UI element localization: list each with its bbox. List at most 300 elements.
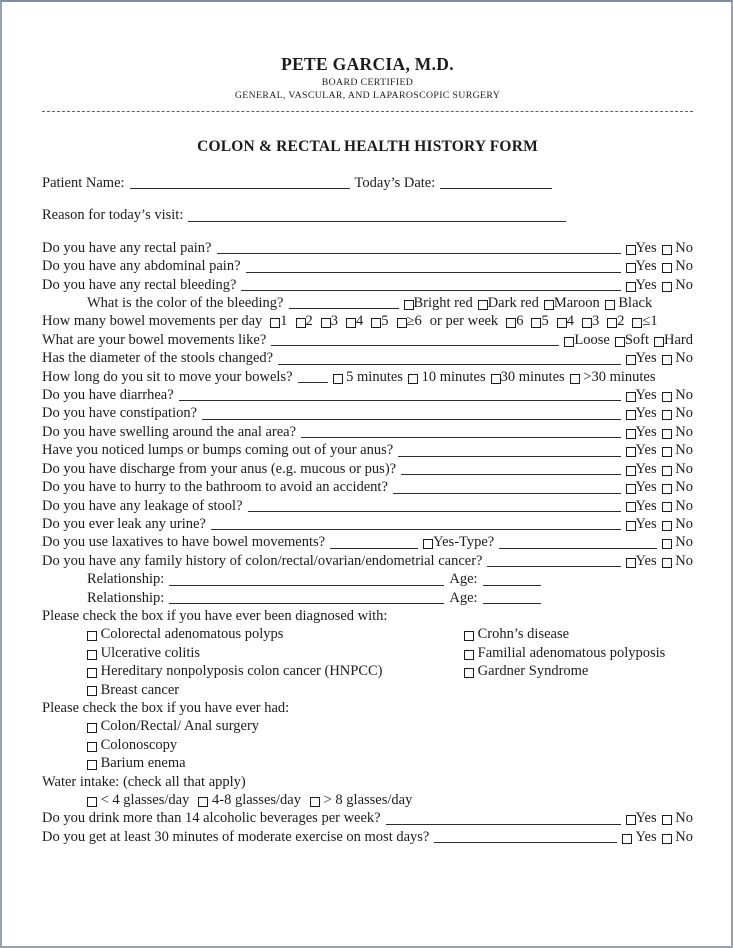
row-laxatives [42, 533, 693, 551]
checkbox-option [464, 644, 665, 662]
blank-write-in-line[interactable] [271, 345, 559, 346]
checkbox-label: No [671, 497, 693, 514]
checkbox-label: Yes [635, 423, 657, 440]
checkbox[interactable] [662, 245, 672, 255]
blank-write-in-line[interactable] [241, 290, 620, 291]
checkbox-option [662, 349, 693, 367]
checkbox-label: 2 [617, 313, 625, 330]
checkbox-label: 10 minutes [417, 368, 486, 385]
checkbox-option [404, 294, 473, 312]
blank-write-in-line[interactable] [130, 188, 350, 189]
checkbox-option [615, 331, 649, 349]
checkbox[interactable] [626, 558, 636, 568]
checkbox-label: 6 [516, 313, 524, 330]
checkbox[interactable] [87, 723, 97, 733]
checkbox-option [87, 791, 189, 809]
checkbox[interactable] [626, 429, 636, 439]
checkbox-option [310, 791, 412, 809]
checkbox[interactable] [654, 337, 664, 347]
checkbox-label: Yes [635, 442, 657, 459]
row-stool-leakage [42, 497, 693, 515]
label: Today’s Date: [354, 175, 436, 191]
label: Do you have discharge from your anus (e.g. mucous or pus)? [42, 460, 397, 477]
checkbox[interactable] [662, 429, 672, 439]
checkbox[interactable] [626, 502, 636, 512]
label: Do you have any family history of colon/rectal/ovarian/endometrial cancer? [42, 552, 483, 569]
checkbox-option [478, 294, 539, 312]
checkbox[interactable] [632, 318, 642, 328]
checkbox[interactable] [615, 337, 625, 347]
row-constipation [42, 404, 693, 422]
checkbox[interactable] [626, 263, 636, 273]
checkbox-label: Colonoscopy [97, 736, 178, 753]
checkbox[interactable] [626, 410, 636, 420]
blank-write-in-line[interactable] [169, 603, 444, 604]
checkbox-label: Barium enema [97, 755, 186, 772]
label: Water intake: (check all that apply) [42, 773, 246, 790]
blank-write-in-line[interactable] [179, 400, 621, 401]
checkbox-option [626, 386, 657, 404]
checkbox-label: Maroon [553, 295, 600, 312]
checkbox-label: No [671, 258, 693, 275]
checkbox-label: 4 [566, 313, 574, 330]
checkbox-label: Yes [635, 515, 657, 532]
label: Relationship: [87, 589, 165, 606]
row-diagnosed-3 [42, 662, 693, 680]
checkbox-label: Hereditary nonpolyposis colon cancer (HNPCC) [97, 663, 383, 680]
checkbox-label: No [671, 534, 693, 551]
checkbox[interactable] [557, 318, 567, 328]
checkbox-option [464, 662, 588, 680]
row-abdominal-pain [42, 257, 693, 275]
row-water-intake-heading [42, 773, 693, 791]
checkbox[interactable] [464, 668, 474, 678]
row-discharge [42, 460, 693, 478]
checkbox-option [626, 497, 657, 515]
checkbox-label: No [671, 479, 693, 496]
label: Have you noticed lumps or bumps coming out of your anus? [42, 442, 394, 459]
blank-write-in-line[interactable] [202, 419, 620, 420]
row-bleeding-color [42, 294, 693, 312]
row-ever-had-heading [42, 699, 693, 717]
checkbox[interactable] [87, 631, 97, 641]
row-diagnosed-2 [42, 644, 693, 662]
checkbox[interactable] [346, 318, 356, 328]
row-rectal-bleeding [42, 276, 693, 294]
checkbox-label: ≤1 [642, 313, 658, 330]
label: Do you drink more than 14 alcoholic beverages per week? [42, 810, 381, 827]
checkbox-label: Yes [635, 460, 657, 477]
blank-write-in-line[interactable] [278, 364, 620, 365]
checkbox-option [544, 294, 600, 312]
checkbox[interactable] [87, 668, 97, 678]
form-rows [42, 174, 693, 846]
label: What is the color of the bleeding? [87, 295, 284, 312]
checkbox-label: Soft [624, 331, 649, 348]
row-hurry-bathroom [42, 478, 693, 496]
checkbox-option [626, 515, 657, 533]
checkbox[interactable] [662, 282, 672, 292]
checkbox-option [662, 828, 693, 846]
label: Do you have any rectal pain? [42, 239, 212, 256]
checkbox-option [662, 386, 693, 404]
checkbox-label: 3 [591, 313, 600, 330]
board-certified-line: BOARD CERTIFIED [321, 77, 414, 88]
row-urine-leak [42, 515, 693, 533]
checkbox-label: 3 [330, 313, 339, 330]
row-lumps-bumps [42, 441, 693, 459]
checkbox[interactable] [333, 374, 343, 384]
checkbox[interactable] [626, 521, 636, 531]
checkbox[interactable] [270, 318, 280, 328]
label: Do you have diarrhea? [42, 387, 174, 404]
row-ever-had-3 [42, 754, 693, 772]
checkbox-label: Ulcerative colitis [97, 644, 201, 661]
row-diarrhea [42, 386, 693, 404]
checkbox-option [397, 312, 422, 330]
label: Do you ever leak any urine? [42, 515, 206, 532]
label: Do you have any rectal bleeding? [42, 276, 237, 293]
checkbox-label: Yes [632, 828, 657, 845]
reason-for-visit-row [42, 206, 693, 224]
checkbox[interactable] [198, 797, 208, 807]
letterhead [42, 54, 693, 101]
checkbox-label: No [671, 387, 693, 404]
row-bowel-movements-count [42, 312, 693, 330]
checkbox-option [626, 441, 657, 459]
checkbox[interactable] [87, 742, 97, 752]
checkbox[interactable] [662, 484, 672, 494]
blank-write-in-line[interactable] [434, 842, 617, 843]
specialty-line: GENERAL, VASCULAR, AND LAPAROSCOPIC SURGERY [234, 90, 501, 101]
checkbox-label: Yes [635, 497, 657, 514]
blank-write-in-line[interactable] [301, 437, 620, 438]
checkbox[interactable] [662, 502, 672, 512]
row-diagnosed-heading [42, 607, 693, 625]
checkbox-label: No [671, 276, 693, 293]
checkbox[interactable] [626, 447, 636, 457]
row-anal-swelling [42, 423, 693, 441]
checkbox-option [607, 312, 624, 330]
blank-write-in-line[interactable] [483, 585, 541, 586]
checkbox-label: No [671, 552, 693, 569]
checkbox[interactable] [296, 318, 306, 328]
checkbox-option [87, 644, 459, 662]
checkbox-option [626, 809, 657, 827]
label: How many bowel movements per day [42, 313, 263, 330]
checkbox-option [491, 368, 565, 386]
blank-write-in-line[interactable] [401, 474, 620, 475]
checkbox-option [662, 239, 693, 257]
checkbox[interactable] [87, 650, 97, 660]
checkbox-option [662, 423, 693, 441]
blank-write-in-line[interactable] [330, 548, 418, 549]
checkbox-option [87, 662, 459, 680]
checkbox[interactable] [622, 834, 632, 844]
checkbox[interactable] [662, 410, 672, 420]
checkbox-label: Yes [635, 258, 657, 275]
checkbox-label: Yes [635, 405, 657, 422]
blank-write-in-line[interactable] [188, 221, 566, 222]
checkbox-option [582, 312, 599, 330]
checkbox[interactable] [605, 300, 615, 310]
blank-write-in-line[interactable] [499, 548, 656, 549]
label: Reason for today’s visit: [42, 207, 184, 224]
label: Do you have to hurry to the bathroom to avoid an accident? [42, 479, 388, 496]
checkbox-label: 5 [541, 313, 549, 330]
checkbox-option [346, 312, 363, 330]
checkbox-label: Yes [635, 350, 657, 367]
label: Do you have swelling around the anal area? [42, 423, 297, 440]
checkbox-option [626, 257, 657, 275]
checkbox-label: Crohn’s disease [474, 626, 570, 643]
checkbox-option [564, 331, 609, 349]
form-title: COLON & RECTAL HEALTH HISTORY FORM [197, 138, 538, 155]
checkbox-option [464, 625, 569, 643]
checkbox-label: Yes-Type? [433, 534, 495, 551]
blank-write-in-line[interactable] [169, 585, 444, 586]
checkbox-option [662, 809, 693, 827]
checkbox-option [531, 312, 548, 330]
checkbox[interactable] [662, 263, 672, 273]
header-divider [42, 111, 693, 112]
row-relationship-1 [42, 570, 693, 588]
checkbox-label: 4-8 glasses/day [208, 792, 301, 808]
row-ever-had-2 [42, 736, 693, 754]
row-water-intake-options [42, 791, 693, 809]
checkbox-label: Yes [635, 479, 657, 496]
label: What are your bowel movements like? [42, 331, 267, 348]
checkbox-option [626, 423, 657, 441]
checkbox-option [506, 312, 523, 330]
checkbox-label: > 8 glasses/day [319, 792, 413, 808]
blank-write-in-line[interactable] [298, 382, 328, 383]
blank-write-in-line[interactable] [246, 272, 621, 273]
checkbox-label: < 4 glasses/day [97, 792, 190, 808]
checkbox[interactable] [506, 318, 516, 328]
checkbox-label: Yes [635, 810, 657, 827]
checkbox-option [632, 312, 657, 330]
label: Age: [449, 571, 478, 588]
blank-write-in-line[interactable] [289, 308, 399, 309]
label: Age: [449, 589, 478, 606]
checkbox[interactable] [626, 484, 636, 494]
checkbox-label: No [671, 423, 693, 440]
label: Do you have any abdominal pain? [42, 258, 241, 275]
checkbox[interactable] [404, 300, 414, 310]
checkbox[interactable] [397, 318, 407, 328]
checkbox[interactable] [531, 318, 541, 328]
checkbox-option [270, 312, 287, 330]
label: Patient Name: [42, 175, 125, 191]
row-alcohol [42, 809, 693, 827]
checkbox[interactable] [491, 374, 501, 384]
doctor-name: PETE GARCIA, M.D. [281, 54, 454, 74]
blank-write-in-line[interactable] [440, 188, 552, 189]
checkbox-label: Colon/Rectal/ Anal surgery [97, 718, 260, 735]
checkbox-label: No [671, 350, 693, 367]
row-rectal-pain [42, 239, 693, 257]
checkbox[interactable] [423, 539, 433, 549]
checkbox-option [662, 533, 693, 551]
checkbox-option [662, 515, 693, 533]
checkbox[interactable] [464, 631, 474, 641]
checkbox-label: Colorectal adenomatous polyps [97, 626, 284, 643]
checkbox-option [198, 791, 301, 809]
checkbox-label: 1 [280, 313, 288, 330]
checkbox-label: Bright red [413, 295, 473, 312]
row-relationship-2 [42, 589, 693, 607]
blank-write-in-line[interactable] [217, 253, 621, 254]
blank-write-in-line[interactable] [393, 493, 621, 494]
checkbox-label: No [671, 405, 693, 422]
checkbox-option [87, 681, 179, 699]
checkbox[interactable] [662, 466, 672, 476]
checkbox[interactable] [662, 815, 672, 825]
checkbox-option [662, 497, 693, 515]
checkbox-option [662, 552, 693, 570]
checkbox-label: Black [614, 295, 653, 312]
checkbox-label: ≥6 [406, 313, 422, 330]
checkbox-option [87, 736, 177, 754]
checkbox[interactable] [544, 300, 554, 310]
checkbox-label: 5 minutes [342, 368, 403, 385]
checkbox[interactable] [626, 355, 636, 365]
checkbox[interactable] [662, 558, 672, 568]
checkbox-option [87, 754, 186, 772]
checkbox[interactable] [87, 686, 97, 696]
checkbox-option [662, 276, 693, 294]
checkbox-option [87, 625, 459, 643]
label: Do you have any leakage of stool? [42, 497, 243, 514]
checkbox[interactable] [321, 318, 331, 328]
checkbox-option [662, 404, 693, 422]
checkbox-label: No [671, 515, 693, 532]
checkbox-label: 2 [305, 313, 313, 330]
checkbox[interactable] [371, 318, 381, 328]
checkbox-option [626, 404, 657, 422]
checkbox-label: Dark red [487, 295, 539, 312]
checkbox-option [296, 312, 313, 330]
checkbox-option [622, 828, 656, 846]
checkbox-option [570, 368, 656, 386]
checkbox-label: Yes [635, 387, 657, 404]
checkbox[interactable] [662, 539, 672, 549]
checkbox[interactable] [582, 318, 592, 328]
label: Has the diameter of the stools changed? [42, 350, 274, 367]
checkbox-label: Hard [664, 331, 693, 348]
checkbox-option [654, 331, 693, 349]
checkbox-label: Loose [574, 331, 610, 348]
checkbox-label: Familial adenomatous polyposis [474, 644, 666, 661]
checkbox-option [662, 441, 693, 459]
checkbox[interactable] [310, 797, 320, 807]
checkbox[interactable] [662, 447, 672, 457]
checkbox-option [557, 312, 574, 330]
label: Please check the box if you have ever had: [42, 699, 290, 716]
checkbox[interactable] [626, 815, 636, 825]
checkbox[interactable] [626, 392, 636, 402]
checkbox-option [626, 552, 657, 570]
row-sit-duration [42, 368, 693, 386]
label: How long do you sit to move your bowels? [42, 368, 293, 385]
checkbox[interactable] [662, 355, 672, 365]
checkbox-option [626, 460, 657, 478]
checkbox-label: >30 minutes [579, 368, 656, 385]
label: Please check the box if you have ever been diagnosed with: [42, 607, 388, 624]
checkbox[interactable] [626, 466, 636, 476]
checkbox-label: No [671, 810, 693, 827]
checkbox[interactable] [87, 797, 97, 807]
label: Relationship: [87, 571, 165, 588]
checkbox[interactable] [408, 374, 418, 384]
checkbox[interactable] [626, 245, 636, 255]
checkbox-label: 5 [381, 313, 389, 330]
checkbox-option [626, 239, 657, 257]
checkbox-label: Yes [635, 552, 657, 569]
checkbox-label: No [671, 828, 693, 845]
row-ever-had-1 [42, 717, 693, 735]
patient-name-row [42, 174, 693, 192]
checkbox[interactable] [662, 834, 672, 844]
row-diagnosed-1 [42, 625, 693, 643]
label: or per week [429, 313, 499, 330]
checkbox-option [662, 257, 693, 275]
checkbox-label: 4 [356, 313, 364, 330]
blank-write-in-line[interactable] [386, 824, 621, 825]
checkbox-option [408, 368, 486, 386]
checkbox-label: No [671, 460, 693, 477]
checkbox[interactable] [607, 318, 617, 328]
label: Do you get at least 30 minutes of moderate exercise on most days? [42, 828, 430, 845]
checkbox-option [605, 294, 652, 312]
checkbox-option [423, 533, 494, 551]
checkbox-label: Gardner Syndrome [474, 663, 589, 680]
blank-write-in-line[interactable] [211, 529, 621, 530]
checkbox-option [662, 478, 693, 496]
row-family-history [42, 552, 693, 570]
label: Do you have constipation? [42, 405, 198, 422]
checkbox-label: No [671, 442, 693, 459]
checkbox[interactable] [626, 282, 636, 292]
checkbox[interactable] [87, 760, 97, 770]
checkbox[interactable] [464, 650, 474, 660]
blank-write-in-line[interactable] [487, 566, 620, 567]
row-diagnosed-4 [42, 681, 693, 699]
checkbox-option [333, 368, 403, 386]
checkbox-option [321, 312, 338, 330]
label: Do you use laxatives to have bowel movements? [42, 534, 326, 551]
checkbox[interactable] [570, 374, 580, 384]
checkbox-label: Breast cancer [97, 681, 180, 698]
row-bowel-movements-like [42, 331, 693, 349]
checkbox-label: 30 minutes [500, 368, 565, 385]
row-exercise [42, 828, 693, 846]
checkbox[interactable] [662, 521, 672, 531]
blank-write-in-line[interactable] [483, 603, 541, 604]
checkbox-option [662, 460, 693, 478]
checkbox[interactable] [564, 337, 574, 347]
checkbox-option [626, 276, 657, 294]
checkbox-option [87, 717, 259, 735]
checkbox-label: Yes [635, 276, 657, 293]
checkbox-option [371, 312, 388, 330]
blank-write-in-line[interactable] [398, 456, 620, 457]
checkbox[interactable] [662, 392, 672, 402]
checkbox-option [626, 349, 657, 367]
checkbox[interactable] [478, 300, 488, 310]
blank-write-in-line[interactable] [248, 511, 621, 512]
